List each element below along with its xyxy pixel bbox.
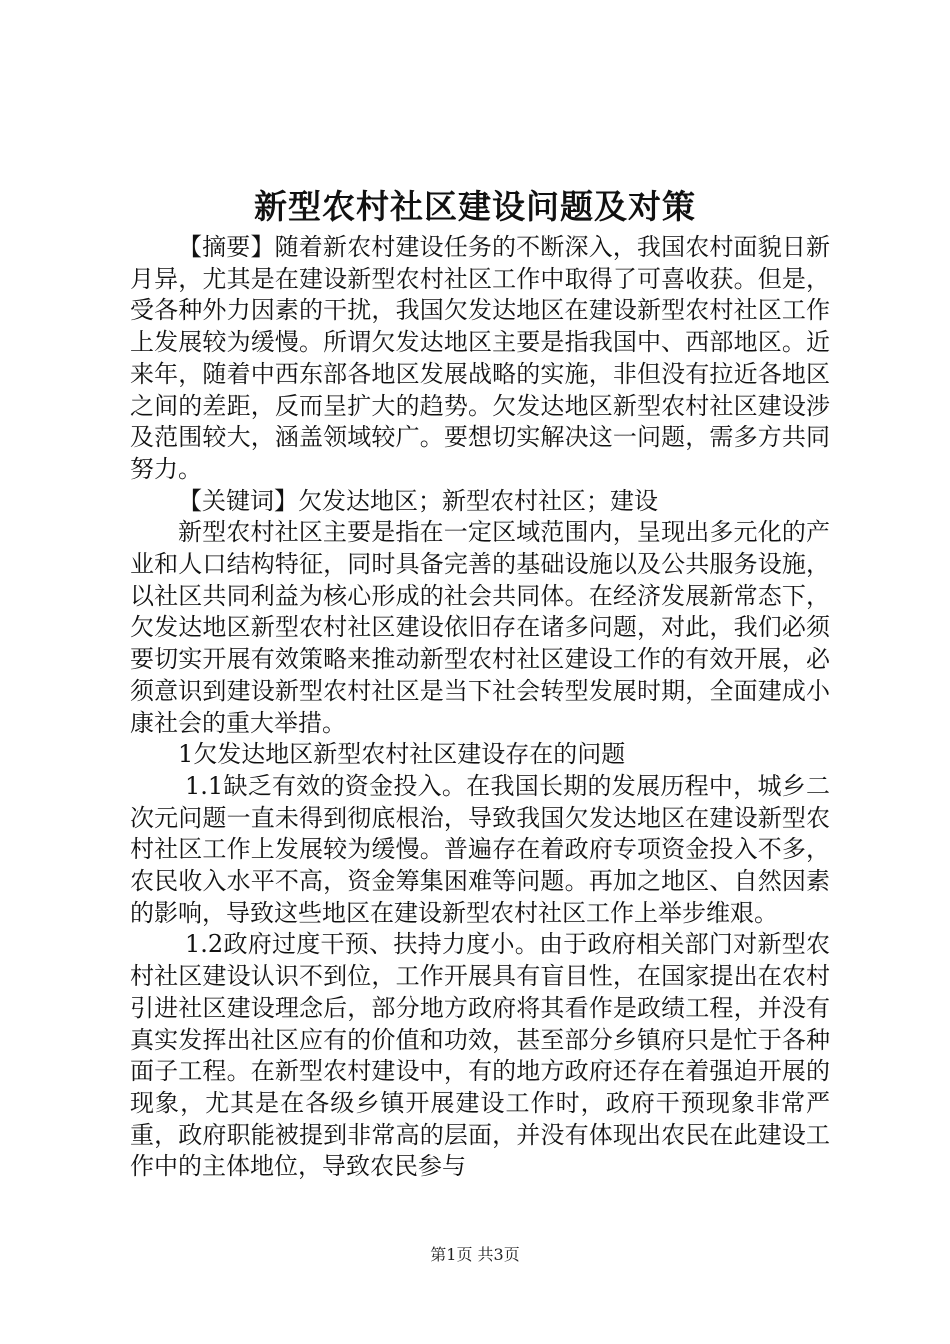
intro-paragraph: 新型农村社区主要是指在一定区域范围内，呈现出多元化的产业和人口结构特征，同时具备完善的基础设施以及公共服务设施，以社区共同利益为核心形成的社会共同体。在经济发展新常态下，欠发达地区新型农村社区建设依旧存在诸多问题，对此，我们必须要切实开展有效策略来推动新型农村社区建设工作的有效开展，必须意识到建设新型农村社区是当下社会转型发展时期，全面建成小康社会的重大举措。: [130, 518, 830, 737]
keywords-paragraph: 【关键词】欠发达地区；新型农村社区；建设: [178, 486, 658, 515]
page-footer: 第1页 共3页: [430, 1245, 520, 1264]
document-body: [130, 232, 830, 1183]
abstract-paragraph: 【摘要】随着新农村建设任务的不断深入，我国农村面貌日新月异，尤其是在建设新型农村社区工作中取得了可喜收获。但是，受各种外力因素的干扰，我国欠发达地区在建设新型农村社区工作上发展较为缓慢。所谓欠发达地区主要是指我国中、西部地区。近来年，随着中西东部各地区发展战略的实施，非但没有拉近各地区之间的差距，反而呈扩大的趋势。欠发达地区新型农村社区建设涉及范围较大，涵盖领域较广。要想切实解决这一问题，需多方共同努力。: [130, 233, 830, 483]
subsection-paragraph-1-2: 1.2政府过度干预、扶持力度小。由于政府相关部门对新型农村社区建设认识不到位，工作开展具有盲目性，在国家提出在农村引进社区建设理念后，部分地方政府将其看作是政绩工程，并没有真实发挥出社区应有的价值和功效，甚至部分乡镇府只是忙于各种面子工程。在新型农村建设中，有的地方政府还存在着强迫开展的现象，尤其是在各级乡镇开展建设工作时，政府干预现象非常严重，政府职能被提到非常高的层面，并没有体现出农民在此建设工作中的主体地位，导致农民参与: [130, 930, 830, 1181]
section-heading: 1欠发达地区新型农村社区建设存在的问题: [178, 740, 626, 769]
subsection-paragraph-1-1: 1.1缺乏有效的资金投入。在我国长期的发展历程中，城乡二次元问题一直未得到彻底根治，导致我国欠发达地区在建设新型农村社区工作上发展较为缓慢。普遍存在着政府专项资金投入不多，农民收入水平不高，资金筹集困难等问题。再加之地区、自然因素的影响，导致这些地区在建设新型农村社区工作上举步维艰。: [130, 771, 830, 927]
document-title: 新型农村社区建设问题及对策: [254, 187, 696, 226]
